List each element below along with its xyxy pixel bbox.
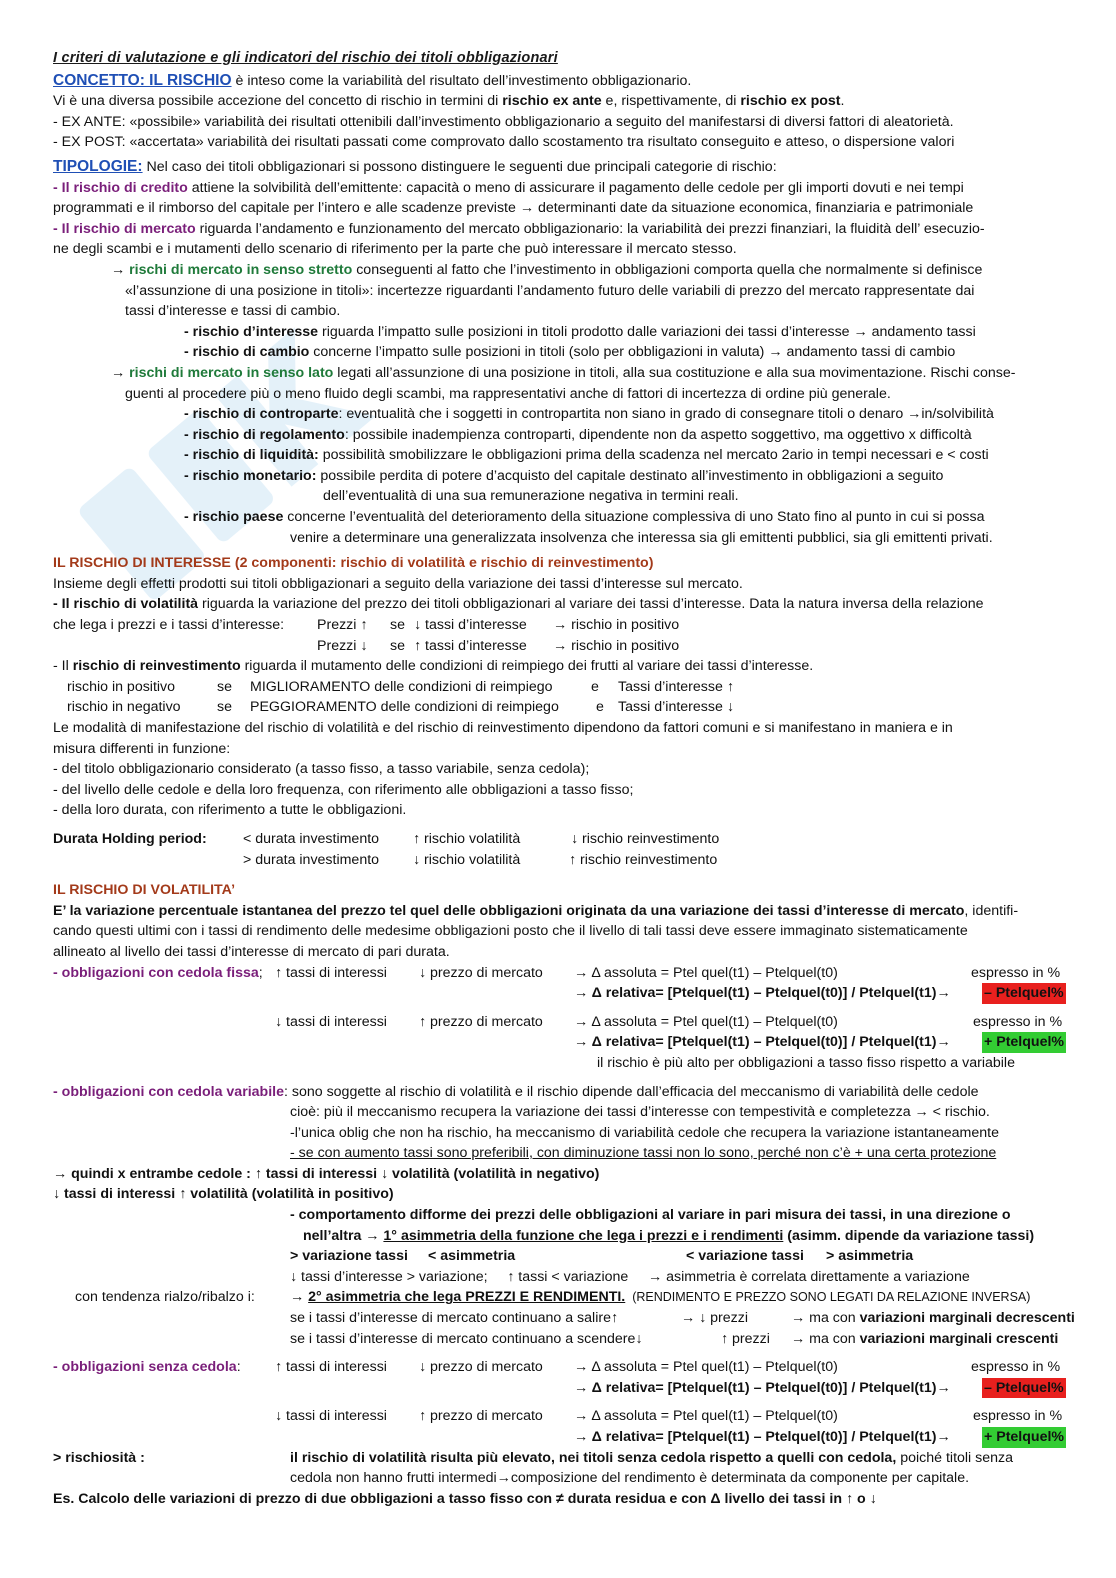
text: con tendenza rialzo/ribalzo i: [75,1289,255,1306]
fissa-label-wrap [53,963,263,984]
text: ↓ prezzo di mercato [419,1359,543,1376]
text: riguarda l’andamento e funzionamento del mercato obbligazionario: la variabilità dei prezzi finanziari, la fluidità dell’ esecuzio- [195,220,985,237]
text: ↑ prezzi [721,1330,770,1347]
text: attiene la solvibilità dell’emittente: capacità o meno di assicurare il pagamento delle cedole per gli importi dovuti e nei tempi [187,179,964,196]
scendere-wrap [791,1329,1058,1350]
text: ↑ tassi di interessi [275,1359,387,1376]
negative-highlight: – Ptelquel% [982,1378,1066,1399]
text: → Δ relativa= [Ptelquel(t1) – Ptelquel(t0)] / Ptelquel(t1)→ [574,1379,951,1396]
volatilita-def-1 [53,901,1073,922]
text: → ma con [791,1330,860,1347]
text: < durata investimento [243,830,380,847]
cambio-label: - rischio di cambio [184,344,310,361]
interesse-line-1: Insieme degli effetti prodotti sui titoli obbligazionari a seguito della variazione dei tassi d’interesse sul mercato. [53,575,743,592]
reinvestimento-label: rischio di reinvestimento [72,658,241,675]
controparte-label: - rischio di controparte [184,406,339,423]
regolamento-label: - rischio di regolamento [184,426,345,443]
text: il rischio è più alto per obbligazioni a tasso fisso rispetto a variabile [597,1054,1015,1071]
tipologie-line [53,157,1073,178]
text: Vi è una diversa possibile accezione del concetto di rischio in termini di [53,93,503,110]
text: E’ la variazione percentuale istantanea del prezzo tel quel delle obbligazioni originata da una variazione dei tassi d’interesse di mercato [53,902,965,919]
arrow-icon: → [290,1289,309,1306]
text: concerne l’eventualità del deterioramento della situazione complessiva di uno Stato fino al punto in cui si possa [283,509,985,526]
text: ; [258,964,263,981]
variabile-line-4: - se con aumento tassi sono preferibili, con diminuzione tassi non lo sono, perché non c’è + una certa protezione [290,1145,997,1162]
monetario-item [53,466,1073,487]
text: ↑ tassi di interessi [275,964,387,981]
text: → Δ assoluta = Ptel quel(t1) – Ptelquel(t0) [574,964,838,981]
cambio-item [53,342,1073,363]
fissa-row-4 [53,1032,1073,1053]
quindi-row-2 [53,1184,1073,1205]
text: espresso in % [973,1013,1063,1030]
text: se [217,678,232,695]
text: → Δ relativa= [Ptelquel(t1) – Ptelquel(t0)] / Ptelquel(t1)→ [574,985,951,1002]
text: → Δ assoluta = Ptel quel(t1) – Ptelquel(t0) [574,1359,838,1376]
text: ↑ prezzo di mercato [419,1408,543,1425]
text: se i tassi d’interesse di mercato continuano a scendere↓ [290,1330,643,1347]
positive-highlight: + Ptelquel% [982,1427,1066,1448]
fissa-row-1 [53,963,1073,984]
text: MIGLIORAMENTO delle condizioni di reimpiego [250,678,553,695]
text: 1° [383,1227,397,1244]
text: nell’altra → [303,1227,384,1244]
text: rischio in negativo [67,699,181,716]
text: ↓ rischio reinvestimento [571,830,720,847]
lato-label: rischi di mercato in senso lato [129,364,334,381]
text: il rischio di volatilità risulta più elevato, nei titoli senza cedola rispetto a quelli con cedola, [290,1449,897,1466]
modalita-line-4: - del livello delle cedole e della loro frequenza, con riferimento alle obbligazioni a tasso fisso; [53,781,634,798]
text: ↓ tassi di interessi [275,1013,387,1030]
durata-row-2 [53,850,1073,871]
modalita-line-3: - del titolo obbligazionario considerato (a tasso fisso, a tasso variabile, senza cedola); [53,761,590,778]
text: → Δ assoluta = Ptel quel(t1) – Ptelquel(t0) [574,1013,838,1030]
volatilita-label: - Il rischio di volatilità [53,596,199,613]
asimmetria-row-2: ↓ tassi d’interesse > variazione; ↑ tassi < variazione → asimmetria è correlata direttamente a variazione [290,1268,970,1285]
text: (asimm. dipende da variazione tassi) [783,1227,1035,1244]
arrow-icon: → [111,261,130,278]
concetto-label: CONCETTO: IL RISCHIO [53,71,232,89]
tipologie-intro: Nel caso dei titoli obbligazionari si possono distinguere le seguenti due principali categorie di rischio: [142,158,777,175]
text: Prezzi ↓ [317,637,368,654]
monetario-line-2: dell’eventualità di una sua remunerazione negativa in termini reali. [323,488,739,505]
ex-post-line: - EX POST: «accertata» variabilità dei risultati passati come comprovato dallo scostamento tra risultato conseguito e atteso, o dispersione valori [53,134,955,151]
concetto-line-1 [53,71,1073,92]
text: → rischio in positivo [553,637,680,654]
quindi-label: → quindi x entrambe cedole : [53,1165,251,1182]
text: → ma con [791,1310,860,1327]
paese-line-2: venire a determinare una generalizzata insolvenza che interessa sia gli emittenti pubblici, sia gli emittenti privati. [290,529,993,546]
credito-line-1 [53,178,1073,199]
text: → Δ relativa= [Ptelquel(t1) – Ptelquel(t0)] / Ptelquel(t1)→ [574,1034,951,1051]
text: ↓ tassi di interessi [53,1186,176,1203]
negative-highlight: – Ptelquel% [982,983,1066,1004]
text: riguarda il mutamento delle condizioni di reimpiego dei frutti al variare dei tassi d’interesse. [240,658,814,675]
interesse-heading: IL RISCHIO DI INTERESSE (2 componenti: rischio di volatilità e rischio di reinvestimento) [53,555,654,572]
text: riguarda la variazione del prezzo dei titoli obbligazionari al variare dei tassi d’interesse. Data la natura inversa della relazione [198,596,984,613]
salire-wrap [791,1308,1075,1329]
credito-line-2: programmati e il rimborso del capitale per l’intero e alle scadenze previste → determinanti date da situazione economica, finanziaria e patrimoniale [53,200,974,217]
text: Tassi d’interesse ↑ [618,678,734,695]
variabile-line-3: -l’unica oblig che non ha rischio, ha meccanismo di variabilità cedole che recupera la variazione istantaneamente [290,1124,999,1141]
credito-label: - Il rischio di credito [53,179,188,196]
seconda-wrap [290,1287,1030,1308]
text: ↓ rischio volatilità [413,851,521,868]
text: variazioni marginali crescenti [859,1330,1059,1347]
text: : [236,1359,241,1376]
text: ↑ tassi d’interesse [414,637,527,654]
text: → Δ relativa= [Ptelquel(t1) – Ptelquel(t0)] / Ptelquel(t1)→ [574,1429,951,1445]
text: ↑ prezzo di mercato [419,1013,543,1030]
paese-item [53,507,1073,528]
fissa-note-row [53,1053,1073,1074]
text: ↓ volatilità (volatilità in negativo) [381,1165,600,1182]
stretto-line-1 [53,260,1073,281]
modalita-line-1: Le modalità di manifestazione del rischio di volatilità e del rischio di reinvestimento dipendono da fattori comuni e si manifestano in maniera e in [53,720,953,736]
text: ↓ prezzo di mercato [419,964,543,981]
lato-line-1 [53,363,1073,384]
text: . [840,93,845,110]
liquidita-label: - rischio di liquidità: [184,447,319,464]
regolamento-item [53,425,1073,446]
scendere-row [53,1329,1073,1350]
senza-row-2 [53,1378,1073,1399]
text: < variazione tassi [686,1248,804,1265]
text: rischio in positivo [67,678,176,695]
stretto-line-3: tassi d’interesse e tassi di cambio. [125,303,341,320]
rischiosita-row-1 [53,1448,1073,1469]
text: 2° asimmetria che lega PREZZI E RENDIMENTI. [308,1289,626,1306]
text: variazioni marginali decrescenti [859,1310,1075,1327]
document-title: I criteri di valutazione e gli indicatori del rischio dei titoli obbligazionari [53,50,558,66]
rischiosita-wrap [290,1448,1013,1469]
text: conseguenti al fatto che l’investimento in obbligazioni comporta quella che normalmente si definisce [352,261,983,278]
text: > durata investimento [243,851,380,868]
text: ↑ rischio reinvestimento [569,851,718,868]
text: e [591,678,599,695]
text: possibilità smobilizzare le obbligazioni prima della scadenza nel mercato 2ario in tempi necessari e < costi [318,447,989,464]
text: ↓ tassi d’interesse [414,617,527,634]
text: espresso in % [973,1408,1063,1425]
text: → ↓ prezzi [681,1310,749,1327]
text: PEGGIORAMENTO delle condizioni di reimpiego [250,699,559,716]
lato-line-2: guenti al procedere più o meno fluido degli scambi, ma rappresentativi anche di fattori di incertezza di ordine più generale. [125,385,891,402]
rischiosita-label: > rischiosità : [53,1449,145,1466]
text: ↑ rischio volatilità [413,830,521,847]
volatilita-def-2: cando questi ultimi con i tassi di rendimento delle medesime obbligazioni posto che il livello di tali tassi deve essere immaginato sistematicamente [53,923,968,940]
text: se [217,699,232,716]
text: espresso in % [971,1359,1061,1376]
quindi-row-1 [53,1164,1073,1185]
text: possibile perdita di potere d’acquisto del capitale destinato all’investimento in obbligazioni a seguito [316,467,944,484]
positive-highlight: + Ptelquel% [982,1032,1066,1053]
stretto-line-2: «l’assunzione di una posizione in titoli»: incertezze riguardanti l’andamento futuro delle variabili di prezzo del mercato rappresentate dai [125,282,975,299]
stretto-label: rischi di mercato in senso stretto [129,261,353,278]
senza-row-1 [53,1357,1073,1378]
text: ↓ tassi di interessi [275,1408,387,1425]
text: → rischio in positivo [553,617,680,634]
fissa-row-2 [53,983,1073,1004]
text: espresso in % [971,964,1061,981]
variabile-line-2: cioè: più il meccanismo recupera la variazione dei tassi d’interesse con tempestività e completezza → < rischio. [290,1104,990,1121]
fissa-row-3 [53,1012,1073,1033]
liquidita-item [53,445,1073,466]
volatilita-heading: IL RISCHIO DI VOLATILITA’ [53,882,236,899]
variabile-wrap [53,1082,979,1103]
document-page [53,48,1073,1509]
text: se [390,617,405,634]
fissa-label: - obbligazioni con cedola fissa [53,964,259,981]
concetto-line-2 [53,91,1073,112]
text: , identifi- [964,902,1019,919]
text: : sono soggette al rischio di volatilità e il rischio dipende dall’efficacia del meccanismo di variabilità delle cedole [283,1083,979,1100]
controparte-item [53,404,1073,425]
text: Prezzi ↑ [317,617,368,634]
text: asimmetria della funzione che lega i prezzi e i rendimenti [397,1227,784,1244]
mercato-line-1 [53,219,1073,240]
text: Tassi d’interesse ↓ [618,699,734,716]
rischiosita-line-2: cedola non hanno frutti intermedi→composizione del rendimento è determinata da componente per capitale. [290,1470,970,1487]
volatilita-def-line [53,594,1073,615]
text: concerne l’impatto sulle posizioni in titoli (solo per obbligazioni in valuta) → andamento tassi di cambio [309,344,956,361]
variabile-label: - obbligazioni con cedola variabile [53,1083,284,1100]
interesse-item [53,322,1073,343]
ex-ante-term: rischio ex ante [502,93,602,110]
text: ↑ tassi di interessi [254,1165,378,1182]
comportamento-line-1: - comportamento difforme dei prezzi delle obbligazioni al variare in pari misura dei tassi, in una direzione o [290,1207,1011,1224]
arrow-icon: → [111,364,130,381]
esempio-line: Es. Calcolo delle variazioni di prezzo di due obbligazioni a tasso fisso con ≠ durata residua e con Δ livello dei tassi in ↑ o ↓ [53,1490,877,1507]
volatilita-def-3: allineato al livello dei tassi d’interesse di mercato di pari durata. [53,943,450,960]
text: riguarda l’impatto sulle posizioni in titoli prodotto dalle variazioni dei tassi d’interesse → andamento tassi [318,323,976,340]
paese-label: - rischio paese [184,509,284,526]
text: e, rispettivamente, di [601,93,741,110]
text: - Il [53,658,73,675]
tipologie-label: TIPOLOGIE: [53,157,143,175]
modalita-line-5: - della loro durata, con riferimento a tutte le obbligazioni. [53,802,407,819]
prezzi-row-2 [53,636,1073,657]
mercato-line-2: ne degli scambi e i mutamenti dello scenario di riferimento per la parte che può interessare il mercato stesso. [53,241,737,258]
comportamento-line-2 [53,1226,1073,1247]
variabile-row-1 [53,1082,1073,1103]
reinv-row-1 [53,677,1073,698]
prezzi-row-1 [53,615,1073,636]
text: che lega i prezzi e i tassi d’interesse: [53,617,285,634]
reinv-row-2 [53,697,1073,718]
text: (RENDIMENTO E PREZZO SONO LEGATI DA RELAZIONE INVERSA) [625,1290,1031,1305]
senza-row-3 [53,1406,1073,1427]
text: < asimmetria [428,1248,516,1265]
ex-post-term: rischio ex post [740,93,841,110]
durata-label: Durata Holding period: [53,830,207,847]
text: se [390,637,405,654]
text: poiché titoli senza [896,1449,1014,1466]
reinvestimento-line [53,656,1073,677]
text: legati all’assunzione di una posizione in titoli, alla sua costituzione e alla sua movimentazione. Rischi conse- [333,364,1016,381]
text: ↑ volatilità (volatilità in positivo) [179,1186,394,1203]
text: : eventualità che i soggetti in contropartita non siano in grado di consegnare titoli o denaro →in/solvibilità [338,406,994,423]
text: e [596,699,604,716]
text: → Δ assoluta = Ptel quel(t1) – Ptelquel(t0) [574,1408,838,1425]
interesse-label: - rischio d’interesse [184,323,319,340]
asimmetria-row-1 [53,1246,1073,1267]
monetario-label: - rischio monetario: [184,467,317,484]
ex-ante-line: - EX ANTE: «possibile» variabilità dei risultati ottenibili dall’investimento obbligazionario a seguito del manifestarsi di diversi fattori di aleatorietà. [53,113,954,130]
senza-wrap [53,1357,241,1378]
text: > variazione tassi [290,1248,408,1265]
senza-row-4 [53,1427,1073,1448]
durata-row-1 [53,829,1073,850]
salire-row [53,1308,1073,1329]
modalita-line-2: misura differenti in funzione: [53,740,231,757]
senza-label: - obbligazioni senza cedola [53,1359,237,1376]
text: > asimmetria [826,1248,914,1265]
text: : possibile inadempienza controparti, dipendente non da aspetto soggettivo, ma oggettivo x difficoltà [344,426,972,443]
seconda-asimmetria-row [53,1287,1073,1308]
text: se i tassi d’interesse di mercato continuano a salire↑ [290,1310,619,1327]
mercato-label: - Il rischio di mercato [53,220,196,237]
concetto-text: è inteso come la variabilità del risultato dell’investimento obbligazionario. [231,72,692,89]
